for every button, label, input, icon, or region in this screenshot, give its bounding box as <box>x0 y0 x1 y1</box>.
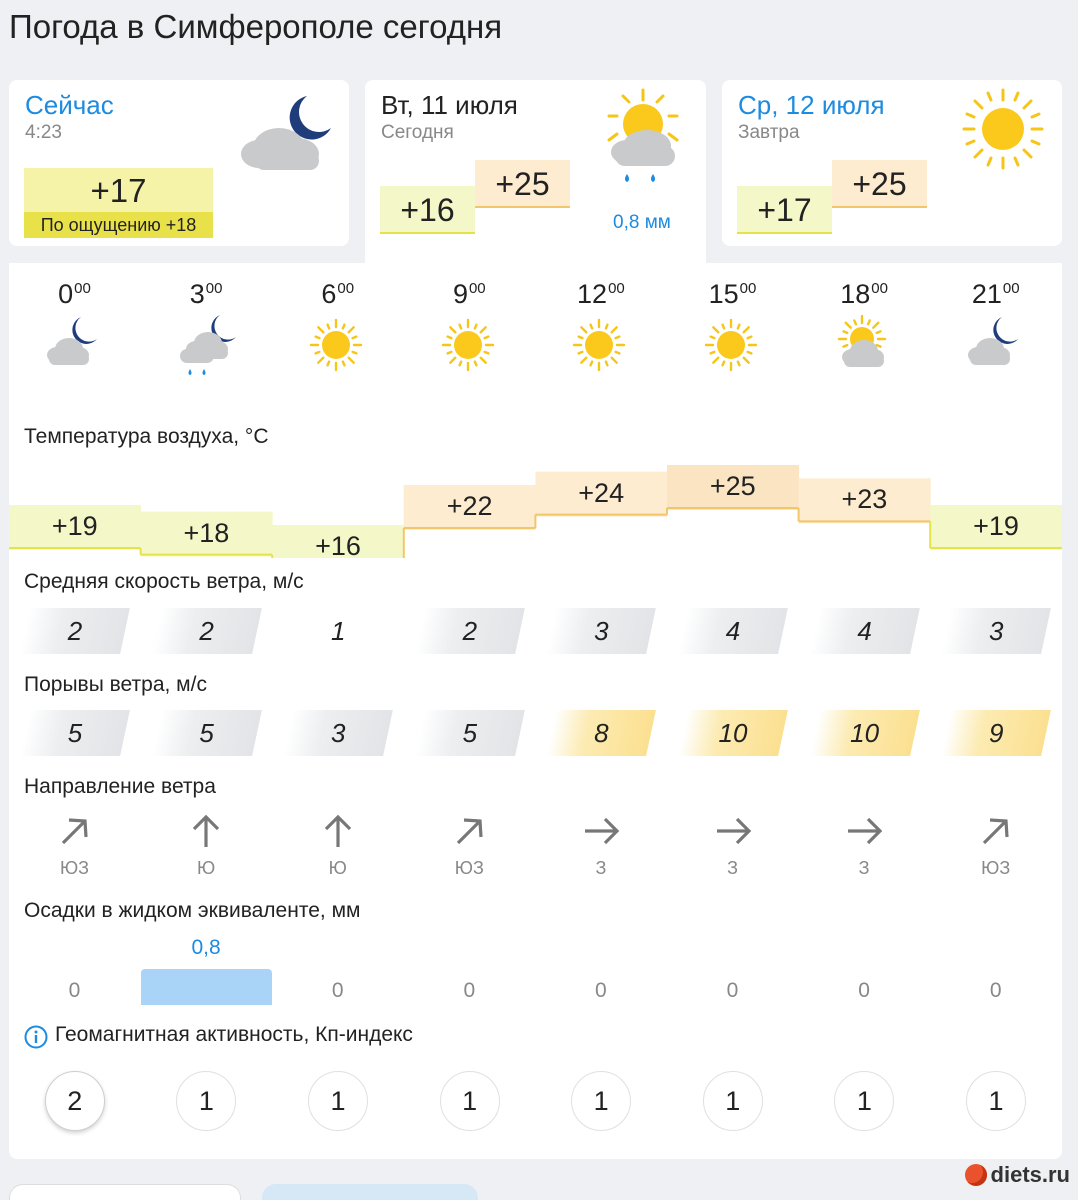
current-temp-box <box>24 168 213 238</box>
sun-icon <box>701 315 765 385</box>
temperature-value: +19 <box>51 511 98 541</box>
page-title: Погода в Симферополе сегодня <box>9 8 503 45</box>
apple-logo-icon <box>965 1164 987 1186</box>
precip-value: 0 <box>726 979 739 1002</box>
minute-value: 00 <box>608 280 625 297</box>
hour-label <box>799 279 930 310</box>
arrow-north-icon <box>308 811 368 851</box>
hour-value: 6 <box>321 279 337 309</box>
current-title: Сейчас <box>25 90 114 120</box>
kp-index-circle[interactable]: 1 <box>966 1071 1026 1131</box>
kp-index-circle[interactable]: 1 <box>703 1071 763 1131</box>
hour-value: 21 <box>971 279 1002 309</box>
wind-gust-value: 8 <box>594 718 609 748</box>
wind-avg-value: 2 <box>462 616 478 646</box>
hour-value: 9 <box>452 279 468 309</box>
wind-avg-label: Средняя скорость ветра, м/с <box>24 570 304 593</box>
hour-value: 15 <box>708 279 739 309</box>
temperature-value: +19 <box>973 511 1019 541</box>
today-sub: Сегодня <box>381 122 454 143</box>
kp-index-circle[interactable]: 1 <box>176 1071 236 1131</box>
temperature-value: +18 <box>183 517 230 548</box>
watermark-text: diets.ru <box>990 1162 1070 1187</box>
wind-dir-value: Ю <box>328 858 347 878</box>
bottom-tab-2[interactable] <box>262 1184 478 1200</box>
wind-dir-value: ЮЗ <box>454 858 484 878</box>
precip-value: 0 <box>331 979 344 1002</box>
kp-index-circle[interactable]: 2 <box>45 1071 105 1131</box>
wind-dir-value: З <box>858 858 870 878</box>
precip-value: 0 <box>463 979 476 1002</box>
temperature-value: +16 <box>315 531 361 561</box>
wind-dir-value: ЮЗ <box>981 858 1011 878</box>
arrow-northeast-icon <box>966 811 1026 851</box>
wind-gust-value: 5 <box>199 718 214 748</box>
hour-label <box>404 279 535 310</box>
today-title: Вт, 11 июля <box>381 90 518 120</box>
minute-value: 00 <box>1002 280 1020 297</box>
wind-gust-value: 5 <box>462 718 478 748</box>
hourly-forecast-card <box>9 263 1062 1159</box>
arrow-northeast-icon <box>45 811 105 851</box>
kp-index-circle[interactable]: 1 <box>834 1071 894 1131</box>
hour-label <box>930 279 1061 310</box>
wind-gust-value: 5 <box>67 718 83 748</box>
hour-label <box>141 279 272 310</box>
cloud-moon-icon <box>43 315 107 385</box>
geomag-label: Геомагнитная активность, Кп-индекс <box>55 1023 413 1046</box>
hour-label <box>9 279 140 310</box>
precip-value: 0,8 <box>191 936 221 959</box>
hour-label <box>667 279 798 310</box>
cloud-moon-rain-icon <box>174 315 238 385</box>
cloud-moon-icon <box>964 315 1028 385</box>
cloud-moon-icon <box>237 88 337 178</box>
wind-dir-value: З <box>727 858 738 878</box>
kp-index-circle[interactable]: 1 <box>571 1071 631 1131</box>
precip-value: 0 <box>858 979 870 1002</box>
minute-value: 00 <box>337 280 355 297</box>
wind-dir-label: Направление ветра <box>24 775 216 798</box>
wind-dir-value: З <box>595 858 607 878</box>
temperature-value: +24 <box>578 477 625 508</box>
hour-value: 12 <box>577 279 608 309</box>
hour-value: 3 <box>189 279 205 309</box>
tomorrow-title: Ср, 12 июля <box>738 90 885 120</box>
minute-value: 00 <box>871 280 888 297</box>
tomorrow-tmin: +17 <box>737 186 832 234</box>
current-temp: +17 <box>90 172 147 209</box>
wind-avg-value: 2 <box>67 616 83 646</box>
minute-value: 00 <box>739 280 757 297</box>
current-weather-card[interactable] <box>9 80 349 246</box>
wind-avg-value: 3 <box>988 616 1004 646</box>
wind-avg-value: 1 <box>330 616 346 646</box>
sun-icon <box>438 315 502 385</box>
wind-avg-value: 4 <box>857 616 872 646</box>
wind-gust-value: 10 <box>850 718 880 748</box>
watermark <box>965 1162 1070 1188</box>
precip-value: 0 <box>68 979 81 1002</box>
feels-like: По ощущению +18 <box>24 212 213 238</box>
kp-index-circle[interactable]: 1 <box>308 1071 368 1131</box>
tomorrow-tmax: +25 <box>832 160 927 208</box>
kp-index-circle[interactable]: 1 <box>440 1071 500 1131</box>
wind-avg-value: 3 <box>594 616 609 646</box>
precip-value: 0 <box>989 979 1002 1002</box>
wind-avg-value: 2 <box>199 616 214 646</box>
minute-value: 00 <box>205 280 223 297</box>
tomorrow-sub: Завтра <box>738 122 800 143</box>
wind-dir-value: ЮЗ <box>59 858 90 878</box>
sun-cloud-rain-icon <box>605 86 685 196</box>
wind-gust-value: 9 <box>988 718 1004 748</box>
current-time: 4:23 <box>25 122 62 143</box>
arrow-east-icon <box>834 811 894 851</box>
wind-avg-value: 4 <box>725 616 741 646</box>
today-card[interactable] <box>365 80 706 270</box>
hour-label <box>535 279 666 310</box>
sun-icon <box>306 315 370 385</box>
hour-label <box>272 279 403 310</box>
temperature-value: +23 <box>841 484 888 515</box>
sun-cloud-icon <box>832 315 896 385</box>
today-tmin: +16 <box>380 186 475 234</box>
minute-value: 00 <box>468 280 486 297</box>
wind-dir-value: Ю <box>197 858 216 878</box>
bottom-tab-1[interactable] <box>9 1184 241 1200</box>
arrow-east-icon <box>703 811 763 851</box>
arrow-east-icon <box>571 811 631 851</box>
arrow-northeast-icon <box>440 811 500 851</box>
today-tmax: +25 <box>475 160 570 208</box>
temperature-label: Температура воздуха, °C <box>24 425 269 448</box>
minute-value: 00 <box>74 280 91 297</box>
wind-gust-value: 10 <box>718 718 748 748</box>
arrow-north-icon <box>176 811 236 851</box>
precip-value: 0 <box>595 979 607 1002</box>
precip-bar <box>141 969 272 1005</box>
temperature-value: +25 <box>709 471 756 501</box>
wind-gust-value: 3 <box>330 718 346 748</box>
precip-label: Осадки в жидком эквиваленте, мм <box>24 899 361 922</box>
today-precip: 0,8 мм <box>613 212 671 233</box>
sun-icon <box>569 315 633 385</box>
wind-gust-label: Порывы ветра, м/с <box>24 673 207 696</box>
info-icon[interactable] <box>24 1025 48 1049</box>
hours-row <box>9 279 1062 309</box>
hour-value: 0 <box>58 279 74 309</box>
temperature-value: +22 <box>446 491 493 521</box>
tomorrow-card[interactable] <box>722 80 1062 246</box>
hour-value: 18 <box>840 279 871 309</box>
sun-icon <box>962 88 1044 170</box>
